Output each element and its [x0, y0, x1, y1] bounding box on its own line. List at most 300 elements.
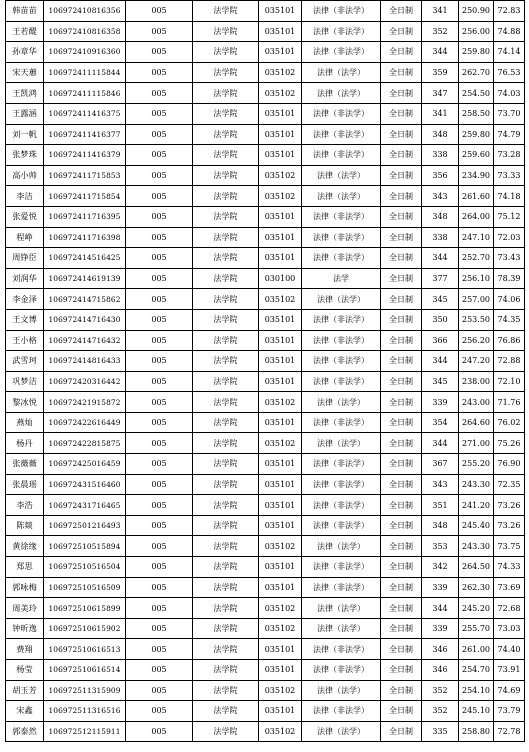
major-name-cell: 法律（法学）	[302, 392, 381, 413]
major-code-cell: 035101	[259, 42, 302, 63]
retest-score-cell: 254.10	[459, 680, 494, 701]
retest-score-cell: 271.00	[459, 433, 494, 454]
school-code-cell: 005	[126, 721, 193, 742]
student-name-cell: 王露涵	[6, 103, 44, 124]
retest-score-cell: 258.50	[459, 103, 494, 124]
initial-score-cell: 347	[422, 83, 459, 104]
table-row	[6, 680, 525, 701]
school-name-cell: 法学院	[193, 248, 259, 269]
major-code-cell: 035101	[259, 515, 302, 536]
exam-number-cell: 106972414716430	[44, 309, 126, 330]
major-name-cell: 法律（非法学）	[302, 577, 381, 598]
school-name-cell: 法学院	[193, 536, 259, 557]
retest-score-cell: 258.80	[459, 721, 494, 742]
school-code-cell: 005	[126, 515, 193, 536]
study-mode-cell: 全日制	[381, 392, 422, 413]
major-code-cell: 035101	[259, 248, 302, 269]
table-row	[6, 721, 525, 742]
table-row	[6, 103, 525, 124]
initial-score-cell: 341	[422, 1, 459, 22]
total-score-cell: 73.75	[494, 536, 525, 557]
study-mode-cell: 全日制	[381, 371, 422, 392]
retest-score-cell: 245.10	[459, 701, 494, 722]
student-name-cell: 韩苗苗	[6, 1, 44, 22]
school-name-cell: 法学院	[193, 268, 259, 289]
major-name-cell: 法律（法学）	[302, 289, 381, 310]
table-row	[6, 248, 525, 269]
retest-score-cell: 247.20	[459, 351, 494, 372]
study-mode-cell: 全日制	[381, 62, 422, 83]
study-mode-cell: 全日制	[381, 701, 422, 722]
major-code-cell: 035101	[259, 206, 302, 227]
exam-number-cell: 106972421915872	[44, 392, 126, 413]
initial-score-cell: 335	[422, 721, 459, 742]
exam-number-cell: 106972422616449	[44, 412, 126, 433]
major-name-cell: 法律（法学）	[302, 83, 381, 104]
major-name-cell: 法律（非法学）	[302, 660, 381, 681]
major-name-cell: 法律（非法学）	[302, 454, 381, 475]
study-mode-cell: 全日制	[381, 83, 422, 104]
student-name-cell: 李洁	[6, 186, 44, 207]
major-code-cell: 035101	[259, 371, 302, 392]
retest-score-cell: 264.50	[459, 557, 494, 578]
retest-score-cell: 254.70	[459, 660, 494, 681]
table-row	[6, 392, 525, 413]
study-mode-cell: 全日制	[381, 577, 422, 598]
table-row	[6, 433, 525, 454]
total-score-cell: 73.33	[494, 165, 525, 186]
study-mode-cell: 全日制	[381, 721, 422, 742]
study-mode-cell: 全日制	[381, 454, 422, 475]
school-code-cell: 005	[126, 557, 193, 578]
school-name-cell: 法学院	[193, 660, 259, 681]
school-code-cell: 005	[126, 165, 193, 186]
student-name-cell: 费翔	[6, 639, 44, 660]
exam-number-cell: 106972510516509	[44, 577, 126, 598]
major-code-cell: 035102	[259, 186, 302, 207]
total-score-cell: 74.69	[494, 680, 525, 701]
school-name-cell: 法学院	[193, 433, 259, 454]
retest-score-cell: 255.70	[459, 618, 494, 639]
initial-score-cell: 346	[422, 660, 459, 681]
major-code-cell: 035102	[259, 536, 302, 557]
initial-score-cell: 351	[422, 495, 459, 516]
major-code-cell: 035101	[259, 227, 302, 248]
major-code-cell: 035102	[259, 598, 302, 619]
study-mode-cell: 全日制	[381, 21, 422, 42]
school-name-cell: 法学院	[193, 639, 259, 660]
table-row	[6, 83, 525, 104]
table-row	[6, 124, 525, 145]
initial-score-cell: 350	[422, 309, 459, 330]
school-name-cell: 法学院	[193, 289, 259, 310]
initial-score-cell: 348	[422, 124, 459, 145]
major-name-cell: 法律（法学）	[302, 165, 381, 186]
exam-number-cell: 106972414516425	[44, 248, 126, 269]
school-name-cell: 法学院	[193, 227, 259, 248]
table-row	[6, 42, 525, 63]
major-code-cell: 035101	[259, 103, 302, 124]
study-mode-cell: 全日制	[381, 42, 422, 63]
school-code-cell: 005	[126, 577, 193, 598]
exam-number-cell: 106972510515894	[44, 536, 126, 557]
exam-number-cell: 106972510516504	[44, 557, 126, 578]
school-name-cell: 法学院	[193, 701, 259, 722]
school-code-cell: 005	[126, 536, 193, 557]
exam-number-cell: 106972411416375	[44, 103, 126, 124]
school-code-cell: 005	[126, 495, 193, 516]
exam-number-cell: 106972511315909	[44, 680, 126, 701]
retest-score-cell: 255.20	[459, 454, 494, 475]
total-score-cell: 73.43	[494, 248, 525, 269]
initial-score-cell: 345	[422, 371, 459, 392]
initial-score-cell: 344	[422, 433, 459, 454]
student-name-cell: 宋天蕙	[6, 62, 44, 83]
initial-score-cell: 343	[422, 186, 459, 207]
major-name-cell: 法律（法学）	[302, 618, 381, 639]
school-name-cell: 法学院	[193, 309, 259, 330]
student-name-cell: 王文博	[6, 309, 44, 330]
student-name-cell: 张梦珠	[6, 145, 44, 166]
major-name-cell: 法律（法学）	[302, 536, 381, 557]
student-name-cell: 周铮臣	[6, 248, 44, 269]
major-name-cell: 法律（非法学）	[302, 145, 381, 166]
major-code-cell: 035102	[259, 433, 302, 454]
student-name-cell: 张爱悦	[6, 206, 44, 227]
major-name-cell: 法律（非法学）	[302, 309, 381, 330]
student-name-cell: 巩梦洁	[6, 371, 44, 392]
retest-score-cell: 259.60	[459, 145, 494, 166]
study-mode-cell: 全日制	[381, 515, 422, 536]
exam-number-cell: 106972414716432	[44, 330, 126, 351]
major-name-cell: 法律（非法学）	[302, 557, 381, 578]
table-row	[6, 145, 525, 166]
exam-number-cell: 106972411716395	[44, 206, 126, 227]
total-score-cell: 74.79	[494, 124, 525, 145]
exam-number-cell: 106972410916360	[44, 42, 126, 63]
student-name-cell: 李金泽	[6, 289, 44, 310]
school-name-cell: 法学院	[193, 721, 259, 742]
student-name-cell: 王若醍	[6, 21, 44, 42]
major-code-cell: 035102	[259, 680, 302, 701]
major-name-cell: 法律（非法学）	[302, 639, 381, 660]
total-score-cell: 73.28	[494, 145, 525, 166]
total-score-cell: 73.91	[494, 660, 525, 681]
initial-score-cell: 339	[422, 577, 459, 598]
initial-score-cell: 344	[422, 598, 459, 619]
exam-number-cell: 106972511316516	[44, 701, 126, 722]
retest-score-cell: 253.50	[459, 309, 494, 330]
school-name-cell: 法学院	[193, 165, 259, 186]
table-row	[6, 289, 525, 310]
major-name-cell: 法律（非法学）	[302, 515, 381, 536]
school-code-cell: 005	[126, 21, 193, 42]
major-code-cell: 035101	[259, 557, 302, 578]
major-name-cell: 法律（非法学）	[302, 1, 381, 22]
initial-score-cell: 348	[422, 515, 459, 536]
school-code-cell: 005	[126, 268, 193, 289]
school-name-cell: 法学院	[193, 412, 259, 433]
study-mode-cell: 全日制	[381, 557, 422, 578]
retest-score-cell: 264.00	[459, 206, 494, 227]
student-name-cell: 钟昕逸	[6, 618, 44, 639]
student-name-cell: 郭泰然	[6, 721, 44, 742]
study-mode-cell: 全日制	[381, 618, 422, 639]
total-score-cell: 72.35	[494, 474, 525, 495]
major-name-cell: 法律（法学）	[302, 186, 381, 207]
initial-score-cell: 348	[422, 206, 459, 227]
table-row	[6, 268, 525, 289]
study-mode-cell: 全日制	[381, 639, 422, 660]
major-name-cell: 法学	[302, 268, 381, 289]
total-score-cell: 74.03	[494, 83, 525, 104]
study-mode-cell: 全日制	[381, 598, 422, 619]
total-score-cell: 73.03	[494, 618, 525, 639]
study-mode-cell: 全日制	[381, 474, 422, 495]
major-code-cell: 035102	[259, 83, 302, 104]
school-name-cell: 法学院	[193, 1, 259, 22]
table-row	[6, 62, 525, 83]
table-row	[6, 598, 525, 619]
exam-number-cell: 106972510615902	[44, 618, 126, 639]
total-score-cell: 73.70	[494, 103, 525, 124]
major-name-cell: 法律（非法学）	[302, 21, 381, 42]
retest-score-cell: 254.50	[459, 83, 494, 104]
study-mode-cell: 全日制	[381, 1, 422, 22]
study-mode-cell: 全日制	[381, 145, 422, 166]
table-row	[6, 701, 525, 722]
student-name-cell: 程峥	[6, 227, 44, 248]
exam-number-cell: 106972411715854	[44, 186, 126, 207]
major-code-cell: 035101	[259, 124, 302, 145]
school-code-cell: 005	[126, 412, 193, 433]
school-code-cell: 005	[126, 124, 193, 145]
major-code-cell: 035101	[259, 412, 302, 433]
student-name-cell: 郭咏梅	[6, 577, 44, 598]
school-code-cell: 005	[126, 1, 193, 22]
exam-number-cell: 106972501216493	[44, 515, 126, 536]
student-name-cell: 张晨瑶	[6, 474, 44, 495]
school-code-cell: 005	[126, 371, 193, 392]
school-name-cell: 法学院	[193, 83, 259, 104]
initial-score-cell: 366	[422, 330, 459, 351]
school-code-cell: 005	[126, 454, 193, 475]
table-row	[6, 412, 525, 433]
retest-score-cell: 238.00	[459, 371, 494, 392]
major-code-cell: 035101	[259, 701, 302, 722]
school-name-cell: 法学院	[193, 577, 259, 598]
total-score-cell: 75.26	[494, 433, 525, 454]
school-name-cell: 法学院	[193, 474, 259, 495]
initial-score-cell: 359	[422, 62, 459, 83]
student-name-cell: 张薇薇	[6, 454, 44, 475]
admission-list-table	[5, 0, 525, 742]
exam-number-cell: 106972414619139	[44, 268, 126, 289]
student-name-cell: 王小格	[6, 330, 44, 351]
major-name-cell: 法律（法学）	[302, 62, 381, 83]
exam-number-cell: 106972414715862	[44, 289, 126, 310]
study-mode-cell: 全日制	[381, 330, 422, 351]
total-score-cell: 78.39	[494, 268, 525, 289]
student-name-cell: 陈燚	[6, 515, 44, 536]
total-score-cell: 74.14	[494, 42, 525, 63]
school-name-cell: 法学院	[193, 454, 259, 475]
total-score-cell: 73.26	[494, 515, 525, 536]
student-name-cell: 李浩	[6, 495, 44, 516]
exam-number-cell: 106972510616514	[44, 660, 126, 681]
table-row	[6, 454, 525, 475]
major-name-cell: 法律（非法学）	[302, 412, 381, 433]
retest-score-cell: 243.00	[459, 392, 494, 413]
student-name-cell: 高小帅	[6, 165, 44, 186]
school-code-cell: 005	[126, 83, 193, 104]
table-row	[6, 186, 525, 207]
major-name-cell: 法律（非法学）	[302, 124, 381, 145]
retest-score-cell: 259.80	[459, 124, 494, 145]
major-code-cell: 035102	[259, 618, 302, 639]
exam-number-cell: 106972431716465	[44, 495, 126, 516]
student-name-cell: 杨丹	[6, 433, 44, 454]
exam-number-cell: 106972431516460	[44, 474, 126, 495]
table-row	[6, 577, 525, 598]
table-row	[6, 309, 525, 330]
major-code-cell: 035101	[259, 577, 302, 598]
table-row	[6, 371, 525, 392]
major-code-cell: 035101	[259, 660, 302, 681]
study-mode-cell: 全日制	[381, 412, 422, 433]
table-row	[6, 495, 525, 516]
school-name-cell: 法学院	[193, 42, 259, 63]
table-row	[6, 1, 525, 22]
total-score-cell: 72.10	[494, 371, 525, 392]
student-name-cell: 宋鑫	[6, 701, 44, 722]
major-name-cell: 法律（非法学）	[302, 248, 381, 269]
major-code-cell: 035102	[259, 165, 302, 186]
retest-score-cell: 252.70	[459, 248, 494, 269]
total-score-cell: 74.40	[494, 639, 525, 660]
initial-score-cell: 356	[422, 165, 459, 186]
total-score-cell: 76.02	[494, 412, 525, 433]
total-score-cell: 72.78	[494, 721, 525, 742]
major-name-cell: 法律（非法学）	[302, 103, 381, 124]
school-name-cell: 法学院	[193, 351, 259, 372]
table-row	[6, 351, 525, 372]
initial-score-cell: 344	[422, 248, 459, 269]
initial-score-cell: 352	[422, 701, 459, 722]
retest-score-cell: 234.90	[459, 165, 494, 186]
exam-number-cell: 106972410816356	[44, 1, 126, 22]
initial-score-cell: 352	[422, 680, 459, 701]
initial-score-cell: 367	[422, 454, 459, 475]
major-code-cell: 035101	[259, 454, 302, 475]
table-row	[6, 21, 525, 42]
exam-number-cell: 106972414816433	[44, 351, 126, 372]
initial-score-cell: 339	[422, 618, 459, 639]
major-code-cell: 035102	[259, 62, 302, 83]
school-name-cell: 法学院	[193, 495, 259, 516]
total-score-cell: 74.33	[494, 557, 525, 578]
retest-score-cell: 261.60	[459, 186, 494, 207]
school-code-cell: 005	[126, 598, 193, 619]
major-code-cell: 035101	[259, 495, 302, 516]
school-code-cell: 005	[126, 103, 193, 124]
retest-score-cell: 243.30	[459, 536, 494, 557]
exam-number-cell: 106972411416379	[44, 145, 126, 166]
initial-score-cell: 343	[422, 474, 459, 495]
school-code-cell: 005	[126, 433, 193, 454]
school-name-cell: 法学院	[193, 103, 259, 124]
total-score-cell: 73.26	[494, 495, 525, 516]
retest-score-cell: 262.30	[459, 577, 494, 598]
initial-score-cell: 354	[422, 412, 459, 433]
school-code-cell: 005	[126, 42, 193, 63]
school-name-cell: 法学院	[193, 392, 259, 413]
retest-score-cell: 262.70	[459, 62, 494, 83]
school-name-cell: 法学院	[193, 557, 259, 578]
study-mode-cell: 全日制	[381, 309, 422, 330]
major-code-cell: 035101	[259, 309, 302, 330]
total-score-cell: 72.83	[494, 1, 525, 22]
table-row	[6, 557, 525, 578]
total-score-cell: 73.79	[494, 701, 525, 722]
initial-score-cell: 339	[422, 392, 459, 413]
exam-number-cell: 106972411115844	[44, 62, 126, 83]
table-body	[6, 1, 525, 742]
major-name-cell: 法律（非法学）	[302, 42, 381, 63]
school-code-cell: 005	[126, 309, 193, 330]
student-name-cell: 王凯鸿	[6, 83, 44, 104]
school-name-cell: 法学院	[193, 145, 259, 166]
total-score-cell: 75.12	[494, 206, 525, 227]
total-score-cell: 74.88	[494, 21, 525, 42]
school-code-cell: 005	[126, 186, 193, 207]
school-name-cell: 法学院	[193, 21, 259, 42]
initial-score-cell: 341	[422, 103, 459, 124]
school-code-cell: 005	[126, 248, 193, 269]
exam-number-cell: 106972411115846	[44, 83, 126, 104]
major-code-cell: 035101	[259, 145, 302, 166]
study-mode-cell: 全日制	[381, 103, 422, 124]
total-score-cell: 76.53	[494, 62, 525, 83]
school-name-cell: 法学院	[193, 330, 259, 351]
retest-score-cell: 250.90	[459, 1, 494, 22]
school-code-cell: 005	[126, 392, 193, 413]
exam-number-cell: 106972420316442	[44, 371, 126, 392]
student-name-cell: 刘润华	[6, 268, 44, 289]
major-code-cell: 035101	[259, 21, 302, 42]
student-name-cell: 孙章华	[6, 42, 44, 63]
total-score-cell: 73.69	[494, 577, 525, 598]
school-code-cell: 005	[126, 289, 193, 310]
major-code-cell: 035101	[259, 474, 302, 495]
total-score-cell: 74.35	[494, 309, 525, 330]
exam-number-cell: 106972411716398	[44, 227, 126, 248]
school-name-cell: 法学院	[193, 515, 259, 536]
initial-score-cell: 345	[422, 289, 459, 310]
retest-score-cell: 264.60	[459, 412, 494, 433]
exam-number-cell: 106972411416377	[44, 124, 126, 145]
student-name-cell: 周美玲	[6, 598, 44, 619]
school-code-cell: 005	[126, 680, 193, 701]
major-name-cell: 法律（法学）	[302, 721, 381, 742]
initial-score-cell: 352	[422, 21, 459, 42]
major-name-cell: 法律（非法学）	[302, 371, 381, 392]
table-row	[6, 660, 525, 681]
table-row	[6, 515, 525, 536]
major-name-cell: 法律（法学）	[302, 598, 381, 619]
school-code-cell: 005	[126, 701, 193, 722]
study-mode-cell: 全日制	[381, 227, 422, 248]
